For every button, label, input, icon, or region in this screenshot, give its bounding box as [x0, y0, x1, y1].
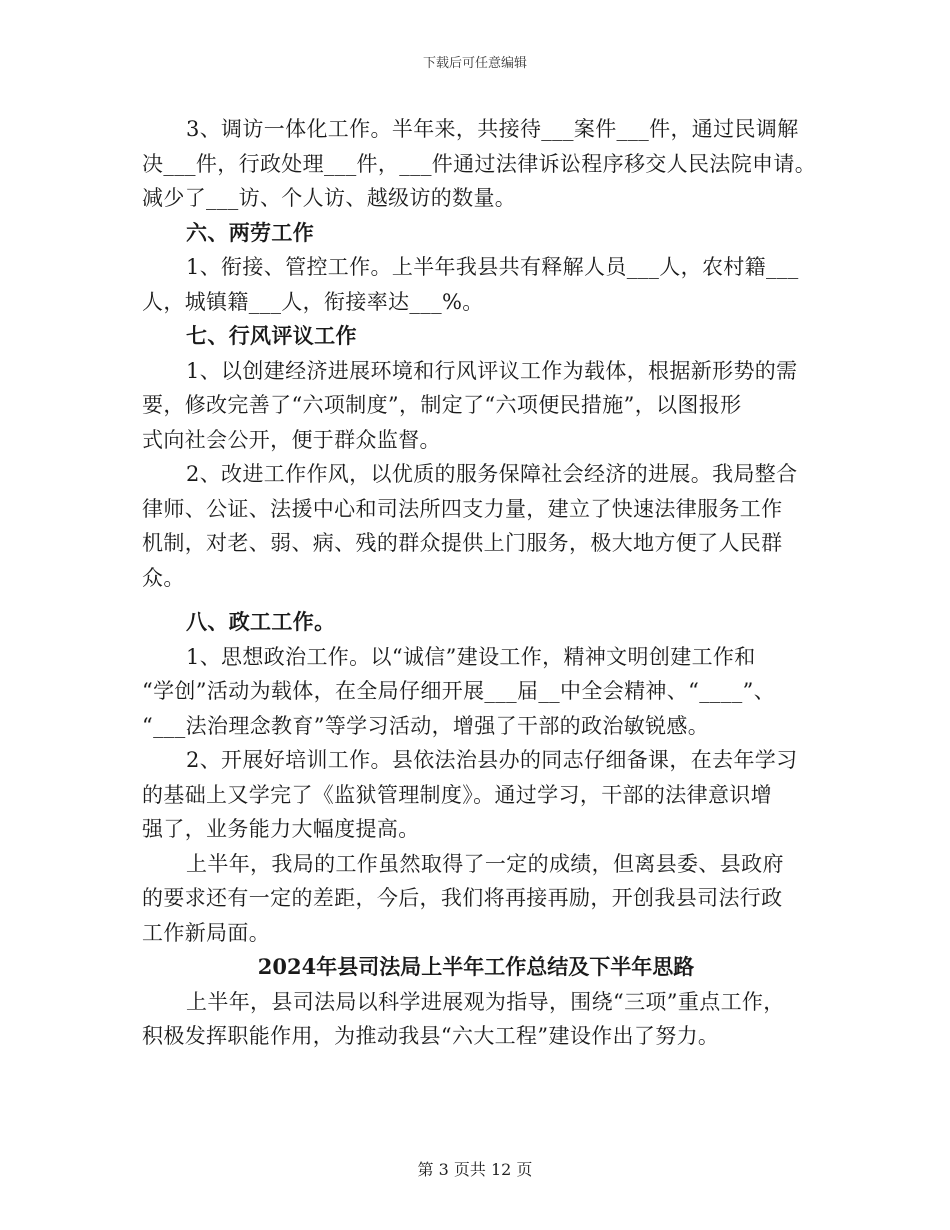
section-heading: 六、两劳工作 — [186, 219, 315, 245]
paragraph-line: 2、改进工作作风，以优质的服务保障社会经济的进展。我局整合 — [186, 462, 798, 486]
section-heading: 八、政工工作。 — [186, 609, 336, 634]
paragraph-line: 1、以创建经济进展环境和行风评议工作为载体，根据新形势的需 — [186, 358, 798, 383]
paragraph-line: 式向社会公开，便于群众监督。 — [142, 427, 441, 452]
paragraph-line: 积极发挥职能作用，为推动我县“六大工程”建设作出了努力。 — [142, 1024, 720, 1048]
paragraph-line: 上半年，县司法局以科学进展观为指导，围绕“三项”重点工作， — [186, 989, 785, 1014]
paragraph-line: 律师、公证、法援中心和司法所四支力量，建立了快速法律服务工作 — [142, 496, 783, 521]
document-body — [142, 112, 817, 1054]
page-header: 下载后可任意编辑 — [422, 56, 527, 71]
section-heading: 七、行风评议工作 — [186, 323, 357, 348]
paragraph-line: 工作新局面。 — [142, 920, 271, 945]
paragraph-line: “学创”活动为载体，在全局仔细开展___届__中全会精神、“____”、 — [142, 679, 776, 703]
paragraph-line: 强了，业务能力大幅度提高。 — [142, 817, 420, 841]
paragraph-line: 机制，对老、弱、病、残的群众提供上门服务，极大地方便了人民群 — [142, 531, 783, 555]
paragraph-line: 3、调访一体化工作。半年来，共接待___案件___件，通过民调解 — [186, 117, 799, 141]
page-footer: 第 3 页共 12 页 — [417, 1160, 533, 1179]
paragraph-line: 上半年，我局的工作虽然取得了一定的成绩，但离县委、县政府 — [186, 851, 784, 876]
paragraph-line: 2、开展好培训工作。县依法治县办的同志仔细备课，在去年学习 — [186, 748, 798, 772]
paragraph-line: 要，修改完善了“六项制度”，制定了“六项便民措施”，以图报形 — [142, 393, 742, 417]
paragraph-line: 1、衔接、管控工作。上半年我县共有释解人员___人，农村籍___ — [186, 255, 799, 279]
paragraph-line: 1、思想政治工作。以“诚信”建设工作，精神文明创建工作和 — [186, 644, 756, 669]
paragraph-line: 人，城镇籍___人，衔接率达___%。 — [142, 289, 484, 314]
document-title: 2024年县司法局上半年工作总结及下半年思路 — [257, 954, 695, 979]
paragraph-line: 的要求还有一定的差距，今后，我们将再接再励，开创我县司法行政 — [142, 886, 783, 910]
paragraph-line: 决___件，行政处理___件，___件通过法律诉讼程序移交人民法院申请。 — [142, 151, 817, 176]
paragraph-line: “___法治理念教育”等学习活动，增强了干部的政治敏锐感。 — [142, 713, 710, 738]
paragraph-line: 的基础上又学完了《监狱管理制度》。通过学习，干部的法律意识增 — [142, 782, 772, 807]
paragraph-line: 众。 — [142, 565, 185, 590]
paragraph-line: 减少了___访、个人访、越级访的数量。 — [142, 186, 517, 210]
